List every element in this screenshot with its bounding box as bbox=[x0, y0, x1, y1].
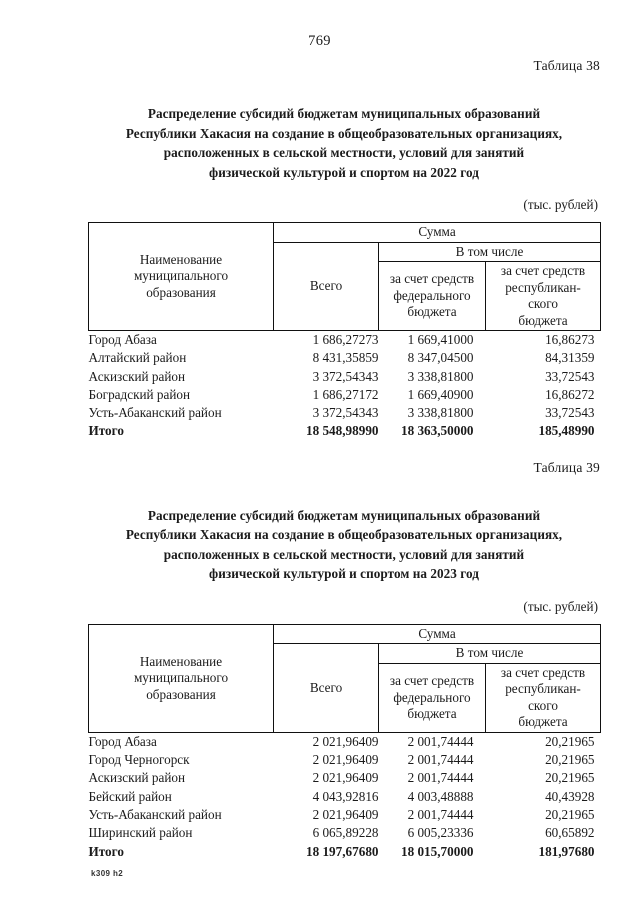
cell-republican: 181,97680 bbox=[538, 843, 595, 859]
title-line: физической культурой и спортом на 2022 год bbox=[209, 164, 479, 180]
table-head bbox=[89, 624, 601, 732]
cell-federal: 3 338,81800 bbox=[407, 368, 474, 384]
cell-republican: 185,48990 bbox=[538, 423, 595, 439]
header-line: республикан- bbox=[505, 279, 581, 295]
subsidies-table-2022 bbox=[88, 222, 601, 441]
header-line: бюджета bbox=[407, 304, 457, 320]
table-row bbox=[89, 349, 601, 367]
header-line: Наименование bbox=[139, 251, 223, 267]
table-row bbox=[89, 732, 601, 751]
cell-republican: 16,86272 bbox=[545, 386, 595, 402]
title-line: Республики Хакасия на создание в общеобразовательных организациях, bbox=[125, 125, 563, 141]
cell-total: 1 686,27172 bbox=[312, 386, 379, 402]
table-row bbox=[89, 368, 601, 386]
title-line: Республики Хакасия на создание в общеобразовательных организациях, bbox=[125, 527, 563, 543]
header-line: муниципального bbox=[133, 670, 229, 686]
column-header-sum-group: Сумма bbox=[274, 624, 601, 644]
cell-federal: 18 015,70000 bbox=[400, 843, 474, 859]
table-title-39 bbox=[105, 506, 583, 584]
header-line: бюджета bbox=[518, 312, 568, 328]
cell-total: 2 021,96409 bbox=[312, 806, 379, 822]
cell-name: Город Черногорск bbox=[88, 752, 190, 768]
cell-total: 2 021,96409 bbox=[312, 770, 379, 786]
cell-total: 18 548,98990 bbox=[305, 423, 379, 439]
title-line: физической культурой и спортом на 2023 год bbox=[209, 566, 479, 582]
cell-total: 6 065,89228 bbox=[312, 825, 379, 841]
cell-name: Город Абаза bbox=[88, 733, 157, 749]
cell-republican: 20,21965 bbox=[545, 733, 595, 749]
table-caption-38: Таблица 38 bbox=[533, 58, 600, 73]
cell-total: 4 043,92816 bbox=[312, 788, 379, 804]
header-line: за счет средств bbox=[500, 664, 586, 680]
table-title-38 bbox=[105, 104, 583, 182]
cell-federal: 3 338,81800 bbox=[407, 405, 474, 421]
cell-total: 2 021,96409 bbox=[312, 733, 379, 749]
cell-name: Бейский район bbox=[88, 788, 172, 804]
cell-republican: 60,65892 bbox=[545, 825, 595, 841]
table-head bbox=[89, 223, 601, 331]
cell-federal: 4 003,48888 bbox=[407, 788, 474, 804]
header-line: образования bbox=[146, 284, 216, 300]
cell-total: 2 021,96409 bbox=[312, 752, 379, 768]
title-line: расположенных в сельской местности, условий для занятий bbox=[163, 546, 525, 562]
column-header-among-which: В том числе bbox=[379, 242, 601, 262]
cell-name: Итого bbox=[88, 423, 124, 439]
cell-republican: 16,86273 bbox=[545, 332, 595, 347]
header-row-1 bbox=[89, 624, 601, 644]
column-header-name bbox=[89, 223, 274, 331]
column-header-sum-group: Сумма bbox=[274, 223, 601, 243]
page-number: 769 bbox=[308, 33, 331, 49]
cell-name: Алтайский район bbox=[88, 350, 187, 366]
header-line: бюджета bbox=[407, 706, 457, 722]
header-line: ского bbox=[528, 697, 558, 713]
cell-name: Усть-Абаканский район bbox=[88, 806, 222, 822]
column-header-name bbox=[89, 624, 274, 732]
table-row bbox=[89, 824, 601, 842]
title-line: расположенных в сельской местности, условий для занятий bbox=[163, 145, 525, 160]
cell-federal: 2 001,74444 bbox=[407, 806, 474, 822]
table-row bbox=[89, 386, 601, 404]
cell-name: Итого bbox=[88, 843, 124, 859]
table-row bbox=[89, 788, 601, 806]
column-header-republican bbox=[486, 262, 601, 331]
column-header-total: Всего bbox=[274, 644, 379, 733]
column-header-among-which: В том числе bbox=[379, 644, 601, 664]
cell-total: 1 686,27273 bbox=[312, 332, 379, 347]
cell-republican: 40,43928 bbox=[545, 788, 595, 804]
title-line: Распределение субсидий бюджетам муниципальных образований bbox=[147, 106, 541, 121]
cell-republican: 20,21965 bbox=[545, 806, 595, 822]
units-label-38: (тыс. рублей) bbox=[523, 197, 598, 212]
column-header-total: Всего bbox=[274, 242, 379, 331]
table-row bbox=[89, 751, 601, 769]
header-row-1 bbox=[89, 223, 601, 243]
column-header-federal bbox=[379, 663, 486, 732]
header-line: за счет средств bbox=[500, 263, 586, 278]
cell-total: 18 197,67680 bbox=[305, 843, 379, 859]
table-row bbox=[89, 404, 601, 422]
cell-federal: 2 001,74444 bbox=[407, 770, 474, 786]
document-content bbox=[88, 0, 600, 861]
cell-federal: 2 001,74444 bbox=[407, 733, 474, 749]
cell-federal: 2 001,74444 bbox=[407, 752, 474, 768]
title-line: Распределение субсидий бюджетам муниципальных образований bbox=[147, 507, 541, 523]
cell-name: Аскизский район bbox=[88, 368, 186, 384]
table-total-row bbox=[89, 422, 601, 440]
header-line: за счет средств bbox=[389, 673, 475, 689]
units-label-39: (тыс. рублей) bbox=[523, 598, 598, 614]
table-body bbox=[89, 732, 601, 861]
cell-republican: 20,21965 bbox=[545, 770, 595, 786]
footer-mark: k309 h2 bbox=[91, 869, 124, 878]
header-line: образования bbox=[146, 686, 216, 702]
cell-republican: 20,21965 bbox=[545, 752, 595, 768]
cell-name: Город Абаза bbox=[88, 332, 157, 347]
cell-name: Ширинский район bbox=[88, 825, 193, 841]
column-header-federal bbox=[379, 262, 486, 331]
cell-total: 3 372,54343 bbox=[312, 368, 379, 384]
cell-federal: 1 669,41000 bbox=[407, 332, 474, 347]
header-line: федерального bbox=[393, 689, 471, 705]
cell-federal: 8 347,04500 bbox=[407, 350, 474, 366]
cell-total: 3 372,54343 bbox=[312, 405, 379, 421]
header-line: за счет средств bbox=[389, 271, 475, 287]
cell-name: Боградский район bbox=[88, 386, 191, 402]
cell-republican: 84,31359 bbox=[545, 350, 595, 366]
cell-federal: 6 005,23336 bbox=[407, 825, 474, 841]
table-row bbox=[89, 331, 601, 350]
table-caption-39: Таблица 39 bbox=[533, 459, 600, 475]
header-line: муниципального bbox=[133, 268, 229, 284]
header-line: ского bbox=[528, 296, 558, 311]
header-line: бюджета bbox=[518, 714, 568, 730]
cell-federal: 1 669,40900 bbox=[407, 386, 474, 402]
cell-name: Усть-Абаканский район bbox=[88, 405, 222, 421]
table-total-row bbox=[89, 843, 601, 861]
header-line: республикан- bbox=[505, 681, 581, 697]
header-line: федерального bbox=[393, 287, 471, 303]
table-body bbox=[89, 331, 601, 441]
header-line: Наименование bbox=[139, 653, 223, 669]
column-header-republican bbox=[486, 663, 601, 732]
cell-total: 8 431,35859 bbox=[312, 350, 379, 366]
cell-republican: 33,72543 bbox=[545, 405, 595, 421]
cell-name: Аскизский район bbox=[88, 770, 186, 786]
subsidies-table-2023 bbox=[88, 624, 601, 861]
table-row bbox=[89, 806, 601, 824]
cell-republican: 33,72543 bbox=[545, 368, 595, 384]
cell-federal: 18 363,50000 bbox=[400, 423, 474, 439]
table-row bbox=[89, 769, 601, 787]
